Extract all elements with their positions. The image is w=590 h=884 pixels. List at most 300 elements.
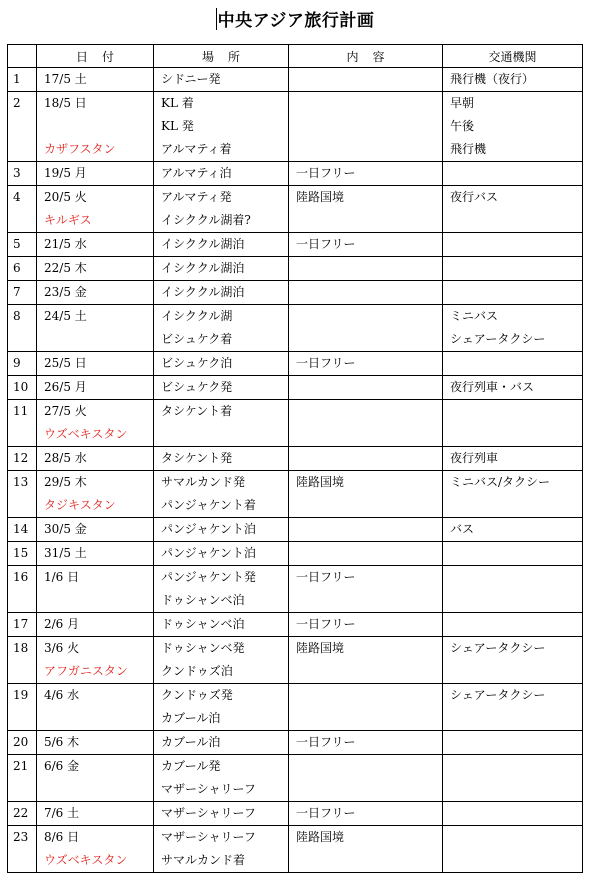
place-line: マザーシャリーフ [161, 830, 256, 844]
cell-no[interactable] [8, 376, 37, 400]
cell-no[interactable] [8, 92, 37, 162]
cell-date[interactable] [37, 352, 154, 376]
cell-no[interactable] [8, 826, 37, 873]
cell-detail[interactable] [289, 542, 443, 566]
no-line: 12 [13, 451, 29, 465]
cell-no[interactable] [8, 613, 37, 637]
country-label [37, 328, 153, 351]
table-row [8, 92, 583, 162]
cell-transport[interactable] [443, 826, 583, 873]
transport-line [443, 802, 582, 825]
date-line: 17/5 土 [44, 72, 87, 86]
cell-transport[interactable] [443, 68, 583, 92]
no-line: 22 [13, 806, 29, 820]
country-label [37, 115, 153, 138]
country-label: アフガニスタン [44, 664, 128, 678]
date-line: 23/5 金 [44, 285, 87, 299]
cell-detail[interactable] [289, 566, 443, 613]
transport-line: 飛行機（夜行） [450, 72, 535, 86]
no-line: 3 [13, 166, 21, 180]
place-line: アルマティ着 [161, 142, 232, 156]
no-line: 18 [13, 641, 29, 655]
cell-transport[interactable] [443, 186, 583, 233]
cell-place[interactable] [154, 566, 289, 613]
place-line: ドゥシャンベ発 [161, 641, 245, 655]
cell-transport[interactable] [443, 233, 583, 257]
transport-line [443, 162, 582, 185]
place-line: イシククル湖泊 [161, 285, 245, 299]
transport-line [443, 352, 582, 375]
table-row [8, 471, 583, 518]
cell-detail[interactable] [289, 281, 443, 305]
cell-date[interactable] [37, 684, 154, 731]
cell-detail[interactable] [289, 305, 443, 352]
cell-place[interactable] [154, 731, 289, 755]
country-label: ウズベキスタン [44, 853, 128, 867]
cell-detail[interactable] [289, 637, 443, 684]
no-line: 20 [13, 735, 29, 749]
place-line: ビシュケク着 [161, 332, 233, 346]
cell-detail[interactable] [289, 826, 443, 873]
cell-place[interactable] [154, 352, 289, 376]
detail-line [289, 209, 442, 232]
transport-line [443, 707, 582, 730]
cell-no[interactable] [8, 352, 37, 376]
country-label [37, 707, 153, 730]
cell-transport[interactable] [443, 613, 583, 637]
header-transport: 交通機関 [443, 45, 583, 68]
cell-place[interactable] [154, 233, 289, 257]
table-row [8, 186, 583, 233]
detail-line [289, 376, 442, 399]
cell-place[interactable] [154, 613, 289, 637]
transport-line [443, 660, 582, 683]
place-line: パンジャケント泊 [161, 546, 256, 560]
cell-date[interactable] [37, 376, 154, 400]
transport-line: バス [450, 522, 475, 536]
no-line: 16 [13, 570, 29, 584]
place-line: アルマティ泊 [161, 166, 232, 180]
cell-date[interactable] [37, 518, 154, 542]
transport-line: 早朝 [450, 96, 475, 110]
no-line: 4 [13, 190, 21, 204]
cell-date[interactable] [37, 826, 154, 873]
header-date: 日付 [37, 45, 154, 68]
cell-transport[interactable] [443, 162, 583, 186]
cell-place[interactable] [154, 281, 289, 305]
place-line: タシケント発 [161, 451, 233, 465]
no-line: 5 [13, 237, 21, 251]
itinerary-table [7, 44, 583, 873]
table-row [8, 755, 583, 802]
cell-no[interactable] [8, 447, 37, 471]
place-line: ビシュケク泊 [161, 356, 233, 370]
cell-no[interactable] [8, 186, 37, 233]
place-line: クンドゥズ泊 [161, 664, 233, 678]
cell-transport[interactable] [443, 92, 583, 162]
no-line: 14 [13, 522, 29, 536]
no-line: 2 [13, 96, 21, 110]
cell-place[interactable] [154, 162, 289, 186]
detail-line: 一日フリー [296, 570, 356, 584]
detail-line: 一日フリー [296, 237, 356, 251]
transport-line: 夜行列車 [450, 451, 499, 465]
place-line: カブール泊 [161, 735, 221, 749]
country-label: ウズベキスタン [44, 427, 128, 441]
table-row [8, 257, 583, 281]
table-row [8, 447, 583, 471]
no-line: 6 [13, 261, 21, 275]
table-row [8, 376, 583, 400]
cell-transport[interactable] [443, 755, 583, 802]
date-line: 24/5 土 [44, 309, 87, 323]
detail-line: 陸路国境 [296, 830, 345, 844]
place-line: クンドゥズ発 [161, 688, 233, 702]
cell-no[interactable] [8, 162, 37, 186]
cell-place[interactable] [154, 684, 289, 731]
cell-transport[interactable] [443, 447, 583, 471]
transport-line: シェアータクシー [450, 332, 546, 346]
cell-date[interactable] [37, 731, 154, 755]
cell-transport[interactable] [443, 281, 583, 305]
cell-place[interactable] [154, 186, 289, 233]
date-line: 28/5 水 [44, 451, 87, 465]
place-line: サマルカンド着 [161, 853, 246, 867]
cell-detail[interactable] [289, 92, 443, 162]
cell-detail[interactable] [289, 802, 443, 826]
date-line: 26/5 月 [44, 380, 87, 394]
detail-line: 陸路国境 [296, 641, 345, 655]
place-line: KL 発 [161, 119, 194, 133]
transport-line [443, 542, 582, 565]
no-line: 10 [13, 380, 29, 394]
date-line: 22/5 木 [44, 261, 87, 275]
cell-detail[interactable] [289, 257, 443, 281]
transport-line [443, 281, 582, 304]
cell-no[interactable] [8, 566, 37, 613]
date-line: 18/5 日 [44, 96, 87, 110]
cell-date[interactable] [37, 257, 154, 281]
detail-line [289, 542, 442, 565]
transport-line: 飛行機 [450, 142, 487, 156]
cell-date[interactable] [37, 162, 154, 186]
table-row [8, 637, 583, 684]
cell-no[interactable] [8, 471, 37, 518]
detail-line: 一日フリー [296, 806, 356, 820]
text-cursor [216, 8, 217, 30]
cell-no[interactable] [8, 684, 37, 731]
table-row [8, 400, 583, 447]
detail-line [289, 778, 442, 801]
cell-place[interactable] [154, 802, 289, 826]
cell-transport[interactable] [443, 400, 583, 447]
detail-line [289, 115, 442, 138]
place-line: イシククル湖泊 [161, 237, 245, 251]
detail-line [289, 305, 442, 328]
header-no [8, 45, 37, 68]
table-row [8, 518, 583, 542]
table-row [8, 613, 583, 637]
detail-line: 一日フリー [296, 166, 356, 180]
transport-line: シェアータクシー [450, 641, 546, 655]
cell-detail[interactable] [289, 68, 443, 92]
table-row [8, 566, 583, 613]
date-line: 2/6 月 [44, 617, 80, 631]
cell-place[interactable] [154, 92, 289, 162]
table-row [8, 162, 583, 186]
place-line: イシククル湖泊 [161, 261, 245, 275]
place-line: カブール発 [161, 759, 221, 773]
place-line: パンジャケント泊 [161, 522, 256, 536]
transport-line [443, 566, 582, 589]
place-line: パンジャケント発 [161, 570, 256, 584]
place-line: アルマティ発 [161, 190, 232, 204]
cell-no[interactable] [8, 233, 37, 257]
cell-detail[interactable] [289, 684, 443, 731]
table-row [8, 68, 583, 92]
detail-line: 一日フリー [296, 356, 356, 370]
cell-place[interactable] [154, 755, 289, 802]
cell-detail[interactable] [289, 731, 443, 755]
place-line: ビシュケク発 [161, 380, 233, 394]
cell-place[interactable] [154, 447, 289, 471]
no-line: 15 [13, 546, 29, 560]
transport-line [443, 423, 582, 446]
cell-detail[interactable] [289, 471, 443, 518]
place-line: マザーシャリーフ [161, 806, 256, 820]
place-line [154, 423, 288, 446]
transport-line [443, 731, 582, 754]
cell-transport[interactable] [443, 542, 583, 566]
place-line: タシケント着 [161, 404, 233, 418]
cell-place[interactable] [154, 637, 289, 684]
date-line: 6/6 金 [44, 759, 80, 773]
detail-line: 陸路国境 [296, 475, 345, 489]
table-row [8, 826, 583, 873]
cell-date[interactable] [37, 68, 154, 92]
cell-detail[interactable] [289, 755, 443, 802]
cell-detail[interactable] [289, 613, 443, 637]
cell-no[interactable] [8, 400, 37, 447]
date-line: 25/5 日 [44, 356, 87, 370]
no-line: 11 [13, 404, 29, 418]
transport-line: 夜行バス [450, 190, 499, 204]
detail-line [289, 660, 442, 683]
transport-line [443, 589, 582, 612]
header-detail: 内容 [289, 45, 443, 68]
cell-no[interactable] [8, 731, 37, 755]
cell-transport[interactable] [443, 305, 583, 352]
date-line: 7/6 土 [44, 806, 80, 820]
transport-line: 午後 [450, 119, 475, 133]
no-line: 7 [13, 285, 21, 299]
cell-date[interactable] [37, 802, 154, 826]
date-line: 4/6 水 [44, 688, 80, 702]
no-line: 8 [13, 309, 21, 323]
date-line: 1/6 日 [44, 570, 80, 584]
no-line: 19 [13, 688, 29, 702]
no-line: 17 [13, 617, 29, 631]
detail-line [289, 68, 442, 91]
detail-line [289, 684, 442, 707]
detail-line [289, 423, 442, 446]
detail-line: 陸路国境 [296, 190, 345, 204]
cell-transport[interactable] [443, 684, 583, 731]
cell-detail[interactable] [289, 233, 443, 257]
transport-line: ミニバス/タクシー [450, 475, 551, 489]
cell-detail[interactable] [289, 400, 443, 447]
detail-line [289, 849, 442, 872]
cell-date[interactable] [37, 92, 154, 162]
cell-place[interactable] [154, 826, 289, 873]
cell-detail[interactable] [289, 376, 443, 400]
table-row [8, 305, 583, 352]
transport-line [443, 233, 582, 256]
transport-line: ミニバス [450, 309, 499, 323]
place-line: カブール泊 [161, 711, 221, 725]
document-title[interactable]: 中央アジア旅行計画 [217, 11, 375, 31]
table-row [8, 731, 583, 755]
cell-date[interactable] [37, 400, 154, 447]
table-row [8, 281, 583, 305]
transport-line [443, 400, 582, 423]
place-line: イシククル湖 [161, 309, 233, 323]
detail-line [289, 707, 442, 730]
cell-no[interactable] [8, 257, 37, 281]
table-row [8, 684, 583, 731]
cell-detail[interactable] [289, 447, 443, 471]
no-line: 9 [13, 356, 21, 370]
no-line: 1 [13, 72, 21, 86]
cell-transport[interactable] [443, 802, 583, 826]
date-line: 20/5 火 [44, 190, 87, 204]
cell-no[interactable] [8, 68, 37, 92]
detail-line [289, 92, 442, 115]
title-area [0, 6, 590, 31]
cell-detail[interactable] [289, 518, 443, 542]
cell-date[interactable] [37, 613, 154, 637]
table-row [8, 542, 583, 566]
cell-place[interactable] [154, 518, 289, 542]
cell-no[interactable] [8, 542, 37, 566]
transport-line [443, 778, 582, 801]
detail-line: 一日フリー [296, 735, 356, 749]
cell-detail[interactable] [289, 352, 443, 376]
detail-line [289, 589, 442, 612]
date-line: 21/5 水 [44, 237, 87, 251]
detail-line [289, 400, 442, 423]
country-label [37, 589, 153, 612]
no-line: 21 [13, 759, 29, 773]
country-label: キルギス [44, 213, 92, 227]
cell-date[interactable] [37, 637, 154, 684]
cell-transport[interactable] [443, 352, 583, 376]
country-label: カザフスタン [44, 142, 116, 156]
cell-no[interactable] [8, 637, 37, 684]
place-line: KL 着 [161, 96, 194, 110]
cell-no[interactable] [8, 305, 37, 352]
place-line: ドゥシャンベ泊 [161, 617, 245, 631]
cell-place[interactable] [154, 68, 289, 92]
cell-transport[interactable] [443, 376, 583, 400]
date-line: 27/5 火 [44, 404, 87, 418]
no-line: 23 [13, 830, 29, 844]
detail-line [289, 447, 442, 470]
detail-line [289, 755, 442, 778]
cell-place[interactable] [154, 305, 289, 352]
transport-line [443, 494, 582, 517]
no-line: 13 [13, 475, 29, 489]
cell-no[interactable] [8, 755, 37, 802]
cell-no[interactable] [8, 281, 37, 305]
cell-date[interactable] [37, 447, 154, 471]
country-label: タジキスタン [44, 498, 116, 512]
transport-line [443, 257, 582, 280]
transport-line [443, 613, 582, 636]
date-line: 5/6 木 [44, 735, 80, 749]
cell-detail[interactable] [289, 162, 443, 186]
cell-date[interactable] [37, 471, 154, 518]
table-row [8, 233, 583, 257]
place-line: サマルカンド発 [161, 475, 246, 489]
cell-no[interactable] [8, 518, 37, 542]
cell-place[interactable] [154, 376, 289, 400]
table-row [8, 352, 583, 376]
cell-place[interactable] [154, 400, 289, 447]
cell-date[interactable] [37, 305, 154, 352]
cell-no[interactable] [8, 802, 37, 826]
cell-detail[interactable] [289, 186, 443, 233]
date-line: 3/6 火 [44, 641, 80, 655]
detail-line [289, 328, 442, 351]
transport-line [443, 209, 582, 232]
detail-line [289, 138, 442, 161]
cell-date[interactable] [37, 186, 154, 233]
detail-line: 一日フリー [296, 617, 356, 631]
header-place: 場所 [154, 45, 289, 68]
cell-place[interactable] [154, 471, 289, 518]
detail-line [289, 257, 442, 280]
table-row [8, 802, 583, 826]
cell-transport[interactable] [443, 566, 583, 613]
cell-transport[interactable] [443, 637, 583, 684]
place-line: イシククル湖着? [161, 213, 251, 227]
cell-date[interactable] [37, 755, 154, 802]
cell-place[interactable] [154, 257, 289, 281]
cell-date[interactable] [37, 566, 154, 613]
detail-line [289, 494, 442, 517]
transport-line: 夜行列車・バス [450, 380, 535, 394]
cell-date[interactable] [37, 281, 154, 305]
cell-transport[interactable] [443, 257, 583, 281]
place-line: マザーシャリーフ [161, 782, 256, 796]
cell-place[interactable] [154, 542, 289, 566]
cell-date[interactable] [37, 233, 154, 257]
date-line: 19/5 月 [44, 166, 87, 180]
country-label [37, 778, 153, 801]
transport-line [443, 755, 582, 778]
cell-transport[interactable] [443, 518, 583, 542]
cell-date[interactable] [37, 542, 154, 566]
transport-line [443, 849, 582, 872]
cell-transport[interactable] [443, 471, 583, 518]
date-line: 8/6 日 [44, 830, 80, 844]
detail-line [289, 518, 442, 541]
cell-transport[interactable] [443, 731, 583, 755]
transport-line [443, 826, 582, 849]
date-line: 31/5 土 [44, 546, 87, 560]
place-line: パンジャケント着 [161, 498, 256, 512]
